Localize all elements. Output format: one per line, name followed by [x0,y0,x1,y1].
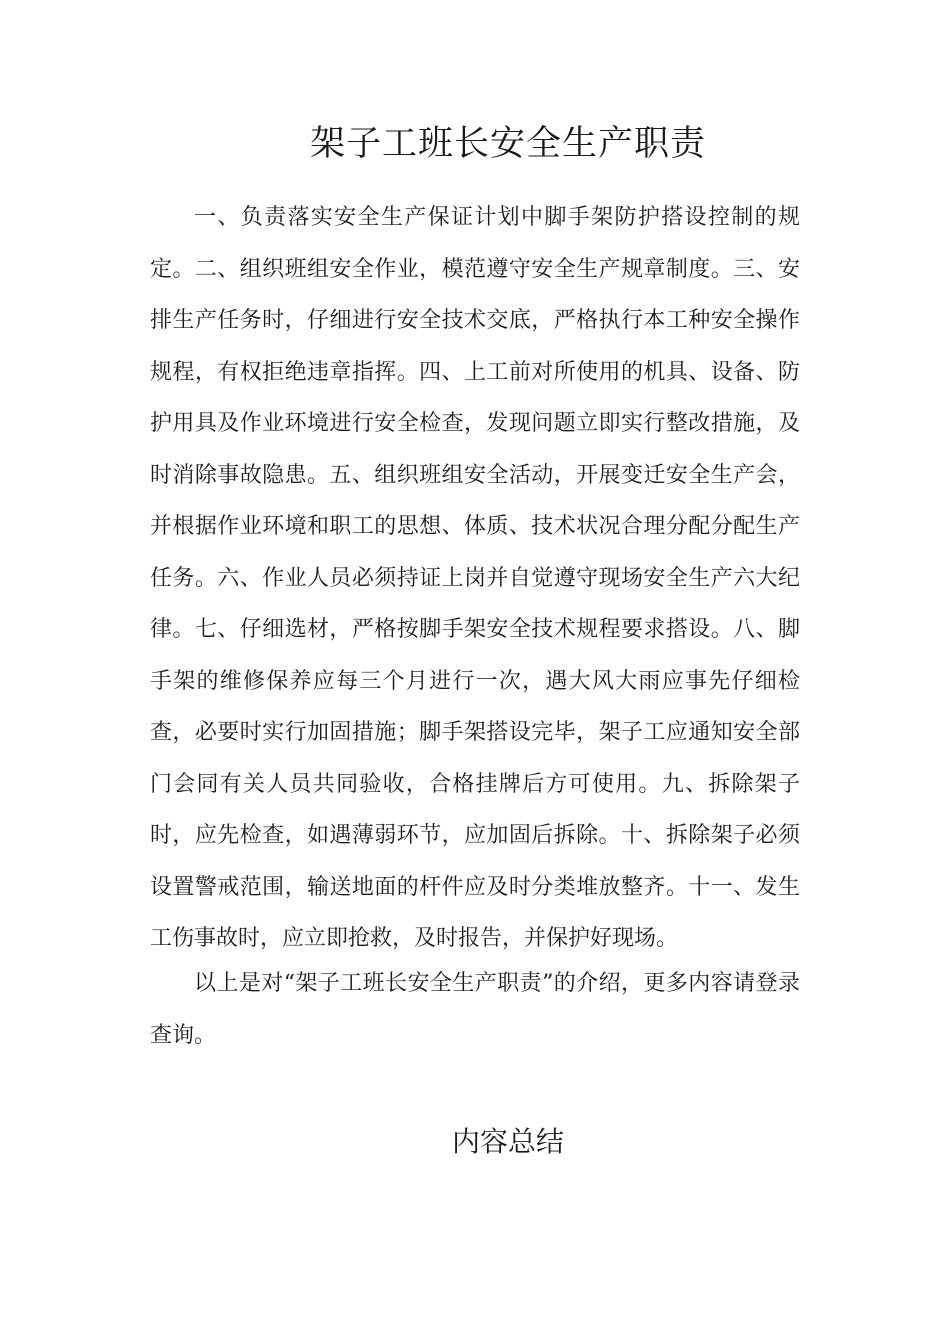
body-line: 律。七、仔细选材，严格按脚手架安全技术规程要求搭设。八、脚 [150,617,800,642]
document-outro [150,958,800,1061]
outro-line: 以上是对“架子工班长安全生产职责”的介绍，更多内容请登录 [194,971,800,996]
body-line: 护用具及作业环境进行安全检查，发现问题立即实行整改措施，及 [150,411,800,436]
document-title: 架子工班长安全生产职责 [309,124,706,164]
outro-line: 查询。 [150,1022,217,1048]
summary-heading: 内容总结 [451,1125,564,1158]
body-line: 一、负责落实安全生产保证计划中脚手架防护搭设控制的规 [194,205,800,230]
body-line: 任务。六、作业人员必须持证上岗并自觉遵守现场安全生产六大纪 [150,565,800,591]
body-line: 时，应先检查，如遇薄弱环节，应加固后拆除。十、拆除架子必须 [150,823,800,848]
body-line: 查，必要时实行加固措施；脚手架搭设完毕，架子工应通知安全部 [150,720,800,745]
body-line: 规程，有权拒绝违章指挥。四、上工前对所使用的机具、设备、防 [150,359,800,385]
body-line: 设置警戒范围，输送地面的杆件应及时分类堆放整齐。十一、发生 [150,874,800,900]
body-line: 时消除事故隐患。五、组织班组安全活动，开展变迁安全生产会， [150,462,800,488]
body-line: 排生产任务时，仔细进行安全技术交底，严格执行本工种安全操作 [150,308,800,333]
body-line: 定。二、组织班组安全作业，模范遵守安全生产规章制度。三、安 [150,256,800,282]
body-line: 并根据作业环境和职工的思想、体质、技术状况合理分配分配生产 [150,514,800,539]
document-body [150,192,800,965]
body-line: 工伤事故时，应立即抢救，及时报告，并保护好现场。 [150,926,679,951]
body-line: 门会同有关人员共同验收，合格挂牌后方可使用。九、拆除架子 [150,771,800,797]
body-line: 手架的维修保养应每三个月进行一次，遇大风大雨应事先仔细检 [150,668,800,694]
